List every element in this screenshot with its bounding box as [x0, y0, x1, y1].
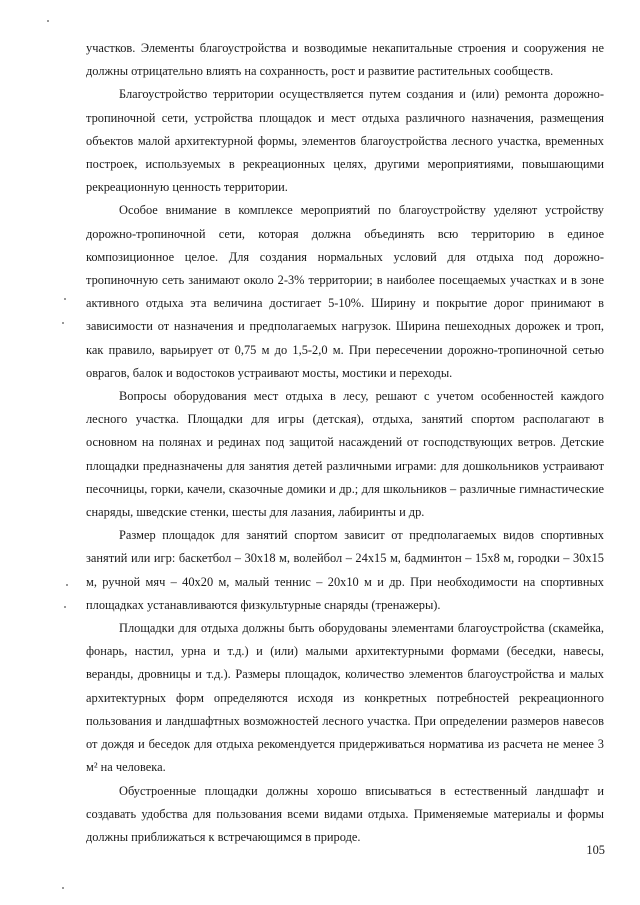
paragraph-5: Размер площадок для занятий спортом зависит от предполагаемых видов спортивных занятий или игр: баскетбол – 30х18 м, волейбол – 24х15 м, бадминтон – 15х8 м, городки – 30х15 м, ручной мяч – 40х20 м, малый теннис – 20х10 м и др. При необходимости на спортивных площадках устанавливаются физкультурные снаряды (тренажеры). [86, 528, 604, 612]
scan-speck [62, 322, 64, 324]
scan-speck [47, 20, 49, 22]
paragraph-7: Обустроенные площадки должны хорошо вписываться в естественный ландшафт и создавать удобства для пользования всеми видами отдыха. Применяемые материалы и формы должны приближаться к встречающимся в природе. [86, 783, 604, 844]
scan-speck [64, 298, 66, 300]
paragraph-1: участков. Элементы благоустройства и возводимые некапитальные строения и сооружения не должны отрицательно влиять на сохранность, рост и развитие растительных сообществ. [86, 41, 604, 79]
document-body [86, 37, 604, 849]
paragraph-4: Вопросы оборудования мест отдыха в лесу, решают с учетом особенностей каждого лесного участка. Площадки для игры (детская), отдыха, занятий спортом располагают в основном на полянах и рединах под защитой насаждений от господствующих ветров. Детские площадки предназначены для занятия детей различными играми: для дошкольников устраивают песочницы, горки, качели, сказочные домики и др.; для школьников – различные гимнастические снаряды, шведские стенки, шесты для лазания, лабиринты и др. [86, 389, 604, 520]
paragraph-3: Особое внимание в комплексе мероприятий по благоустройству уделяют устройству дорожно-тропиночной сети, которая должна объединять всю территорию в единое композиционное целое. Для создания нормальных условий для отдыха под дорожно-тропиночную сеть занимают около 2-3% территории; в наиболее посещаемых участках и в зоне активного отдыха эта величина достигает 5-10%. Ширину и покрытие дорог принимают в зависимости от назначения и предполагаемых нагрузок. Ширина пешеходных дорожек и троп, как правило, варьирует от 0,75 м до 1,5-2,0 м. При пересечении дорожно-тропиночной сетью оврагов, балок и водостоков устраивают мосты, мостики и переходы. [86, 203, 604, 380]
scan-speck [64, 606, 66, 608]
page-number: 105 [586, 843, 605, 857]
scan-speck [66, 584, 68, 586]
scan-speck [62, 887, 64, 889]
paragraph-2: Благоустройство территории осуществляется путем создания и (или) ремонта дорожно-тропиночной сети, устройства площадок и мест отдыха различного назначения, размещения объектов малой архитектурной формы, элементов благоустройства лесного участка, временных построек, используемых в рекреационных целях, другими мероприятиями, повышающими рекреационную ценность территории. [86, 87, 604, 195]
paragraph-6: Площадки для отдыха должны быть оборудованы элементами благоустройства (скамейка, фонарь, настил, урна и т.д.) и (или) малыми архитектурными формами (беседки, навесы, веранды, дровницы и т.д.). Размеры площадок, количество элементов благоустройства и малых архитектурных форм определяются исходя из конкретных потребностей рекреационного пользования и ландшафтных возможностей лесного участка. При определении размеров навесов от дождя и беседок для отдыха рекомендуется придерживаться норматива из расчета не менее 3 м² на человека. [86, 621, 604, 775]
